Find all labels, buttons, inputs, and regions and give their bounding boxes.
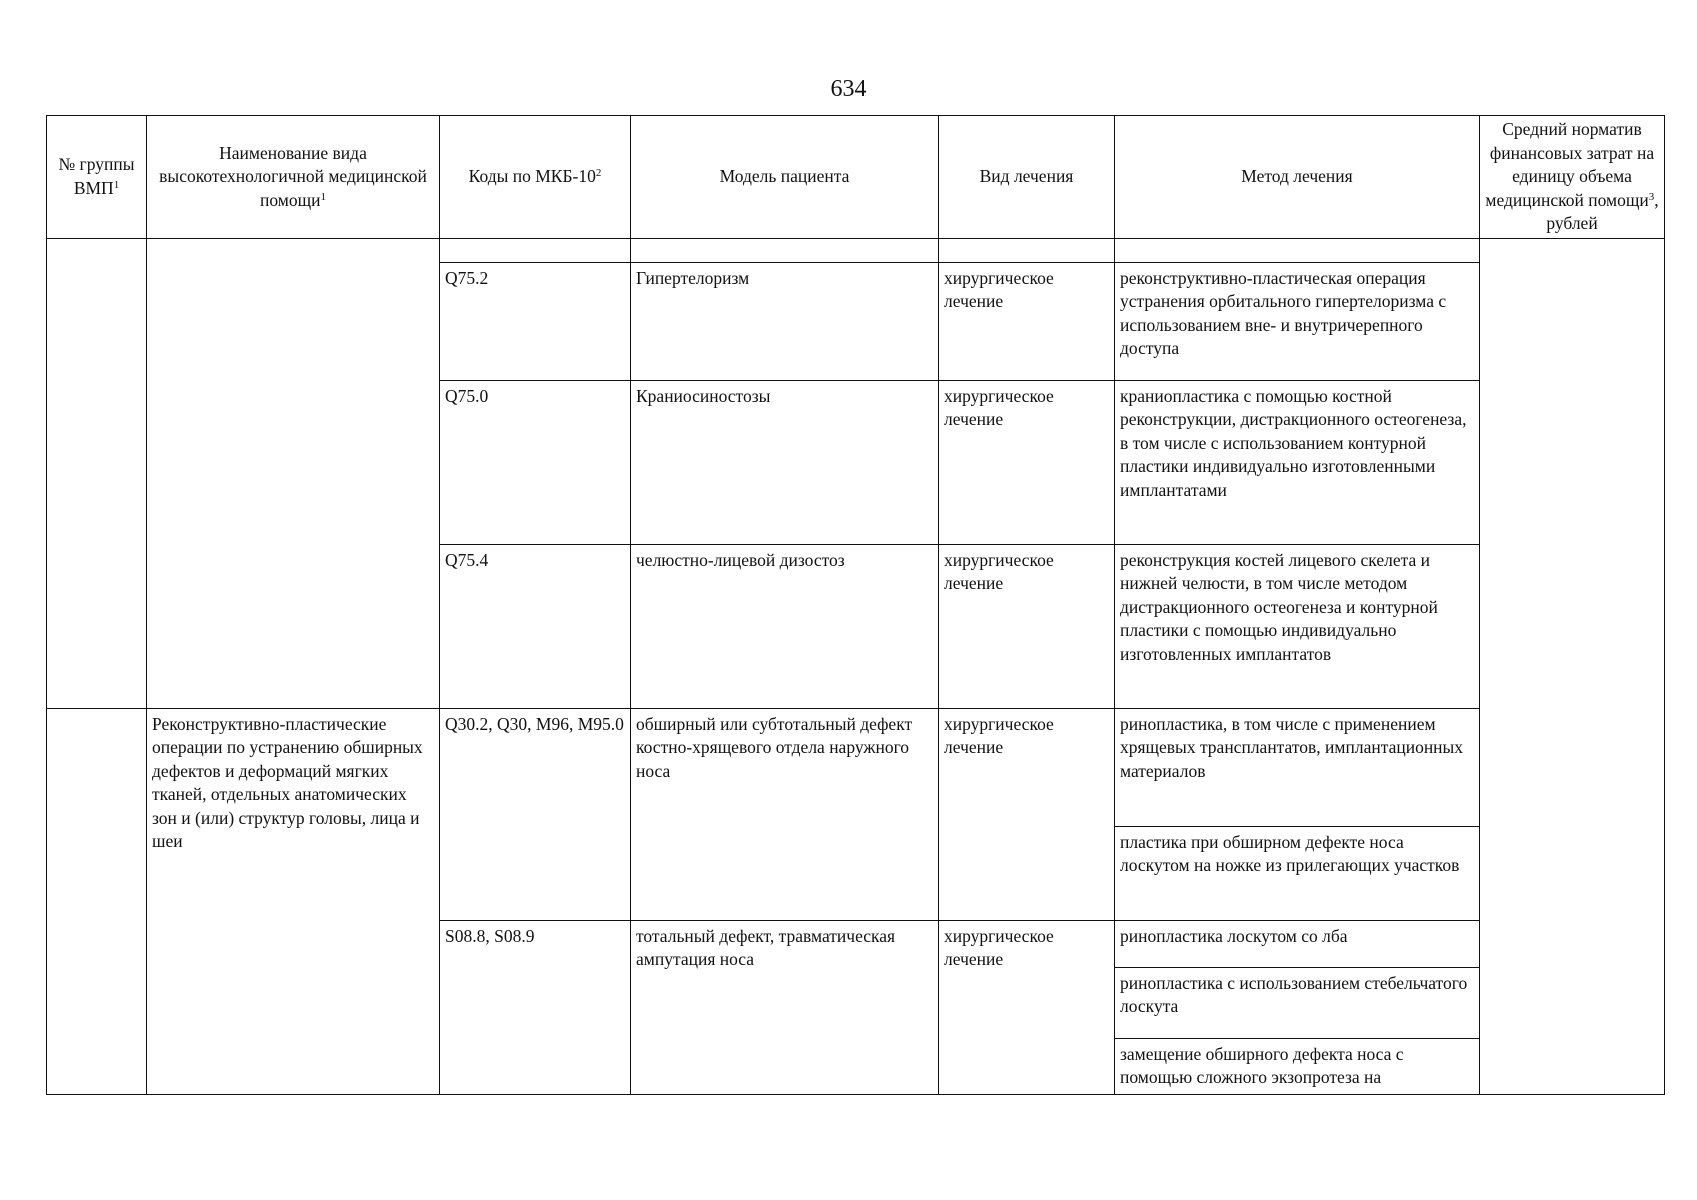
continuation-row [47, 238, 1665, 262]
treatment-cell: хирургическое лечение [939, 708, 1115, 920]
page-number: 634 [830, 76, 867, 102]
method-cell: краниопластика с помощью костной реконструкции, дистракционного остеогенеза, в том числе с использованием контурной пластики индивидуально изготовленными имплантатами [1115, 380, 1480, 544]
method-cell: реконструкция костей лицевого скелета и нижней челюсти, в том числе методом дистракционного остеогенеза и контурной пластики с помощью индивидуально изготовленных имплантатов [1115, 544, 1480, 708]
group-cell [47, 238, 147, 708]
codes-cell: Q75.4 [440, 544, 631, 708]
codes-cell: Q75.0 [440, 380, 631, 544]
treatment-cell: хирургическое лечение [939, 544, 1115, 708]
codes-cell: Q75.2 [440, 262, 631, 380]
name-cell: Реконструктивно-пластические операции по устранению обширных дефектов и деформаций мягких тканей, отдельных анатомических зон и (или) структур головы, лица и шеи [147, 708, 440, 1094]
model-cell: обширный или субтотальный дефект костно-хрящевого отдела наружного носа [631, 708, 939, 920]
treatment-cell: хирургическое лечение [939, 920, 1115, 1094]
header-model: Модель пациента [631, 116, 939, 239]
name-cell [147, 238, 440, 708]
method-cell: реконструктивно-пластическая операция устранения орбитального гипертелоризма с использованием вне- и внутричерепного доступа [1115, 262, 1480, 380]
method-cell: пластика при обширном дефекте носа лоскутом на ножке из прилегающих участков [1115, 826, 1480, 920]
group-cell [47, 708, 147, 1094]
cost-cell [1480, 238, 1665, 1094]
treatment-cell: хирургическое лечение [939, 380, 1115, 544]
header-codes: Коды по МКБ-$10^2$ [440, 116, 631, 239]
header-group: № группы ВМП$^1$ [47, 116, 147, 239]
header-method: Метод лечения [1115, 116, 1480, 239]
codes-cell: Q30.2, Q30, M96, M95.0 [440, 708, 631, 920]
header-cost: Средний норматив финансовых затрат на единицу объема медицинской помощи$^3$, рублей [1480, 116, 1665, 239]
header-treatment-type: Вид лечения [939, 116, 1115, 239]
codes-cell: S08.8, S08.9 [440, 920, 631, 1094]
table-row [47, 708, 1665, 826]
method-cell: ринопластика с использованием стебельчатого лоскута [1115, 967, 1480, 1038]
model-cell: Гипертелоризм [631, 262, 939, 380]
method-cell: ринопластика лоскутом со лба [1115, 920, 1480, 967]
model-cell: тотальный дефект, травматическая ампутация носа [631, 920, 939, 1094]
header-row [47, 116, 1665, 239]
model-cell: Краниосиностозы [631, 380, 939, 544]
header-name: Наименование вида высокотехнологичной медицинской помощи$^1$ [147, 116, 440, 239]
vmp-table [46, 115, 1665, 1095]
model-cell: челюстно-лицевой дизостоз [631, 544, 939, 708]
treatment-cell: хирургическое лечение [939, 262, 1115, 380]
method-cell: ринопластика, в том числе с применением хрящевых трансплантатов, имплантационных материалов [1115, 708, 1480, 826]
method-cell: замещение обширного дефекта носа с помощью сложного экзопротеза на [1115, 1038, 1480, 1094]
